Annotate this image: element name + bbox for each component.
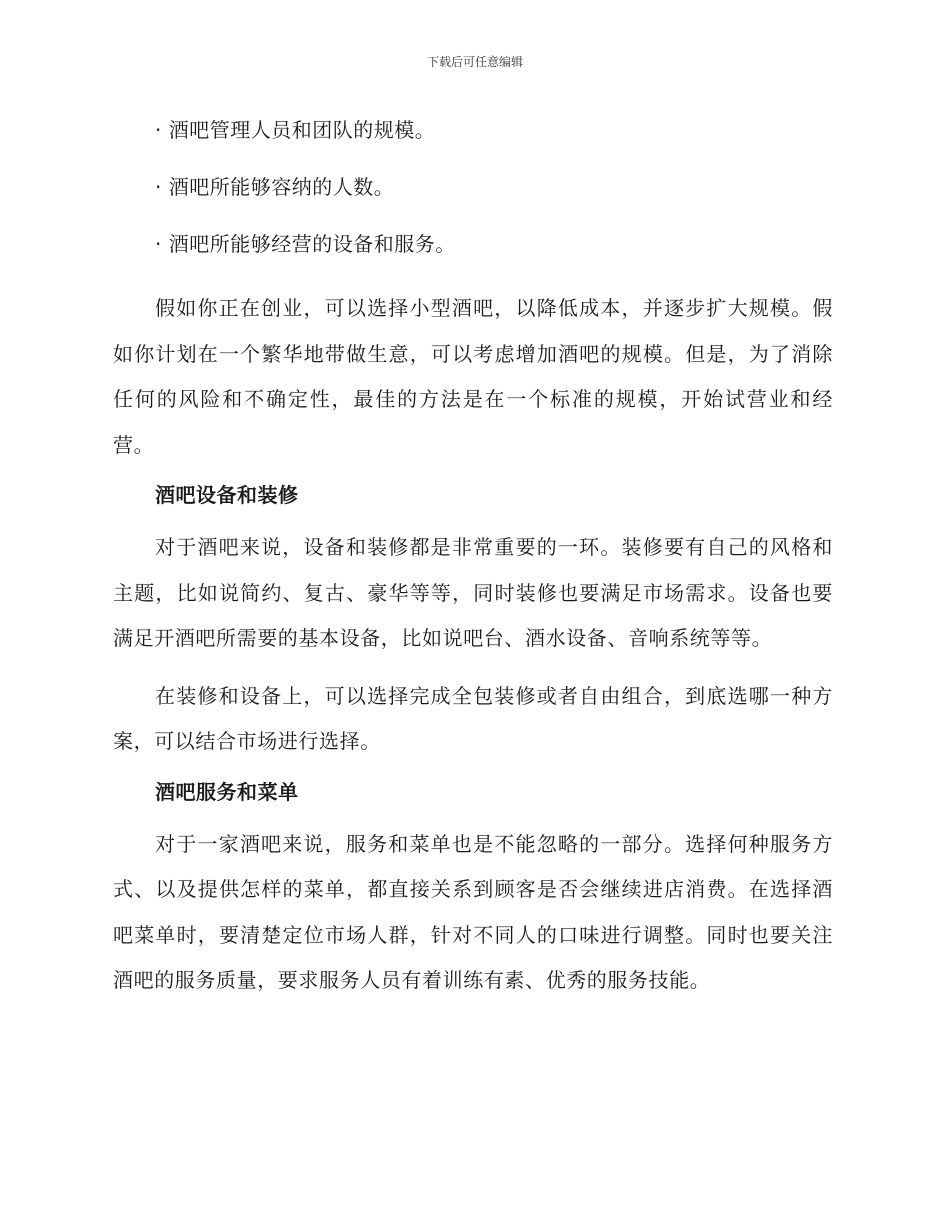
page-header-note: 下载后可任意编辑 <box>426 55 523 69</box>
section-heading-equipment: 酒吧设备和装修 <box>155 483 299 507</box>
bullet-item-team-size: · 酒吧管理人员和团队的规模。 <box>155 118 436 142</box>
paragraph-service-1: 对于一家酒吧来说，服务和菜单也是不能忽略的一部分。选择何种服务方式、以及提供怎样的菜单，都直接关系到顾客是否会继续进店消费。在选择酒吧菜单时，要清楚定位市场人群，针对不同人的口味进行调整。同时也要关注酒吧的服务质量，要求服务人员有着训练有素、优秀的服务技能。 <box>113 831 833 992</box>
bullet-item-capacity: · 酒吧所能够容纳的人数。 <box>155 175 395 199</box>
paragraph-equipment-2: 在装修和设备上，可以选择完成全包装修或者自由组合，到底选哪一种方案，可以结合市场进行选择。 <box>113 683 833 753</box>
paragraph-equipment-1: 对于酒吧来说，设备和装修都是非常重要的一环。装修要有自己的风格和主题，比如说简约、复古、豪华等等，同时装修也要满足市场需求。设备也要满足开酒吧所需要的基本设备，比如说吧台、酒水设备、音响系统等等。 <box>113 535 833 650</box>
section-heading-service: 酒吧服务和菜单 <box>155 779 299 804</box>
bullet-item-equipment-services: · 酒吧所能够经营的设备和服务。 <box>155 232 456 256</box>
paragraph-scale: 假如你正在创业，可以选择小型酒吧，以降低成本，并逐步扩大规模。假如你计划在一个繁华地带做生意，可以考虑增加酒吧的规模。但是，为了消除任何的风险和不确定性，最佳的方法是在一个标准的规模，开始试营业和经营。 <box>113 296 833 457</box>
document-body <box>113 115 833 1016</box>
